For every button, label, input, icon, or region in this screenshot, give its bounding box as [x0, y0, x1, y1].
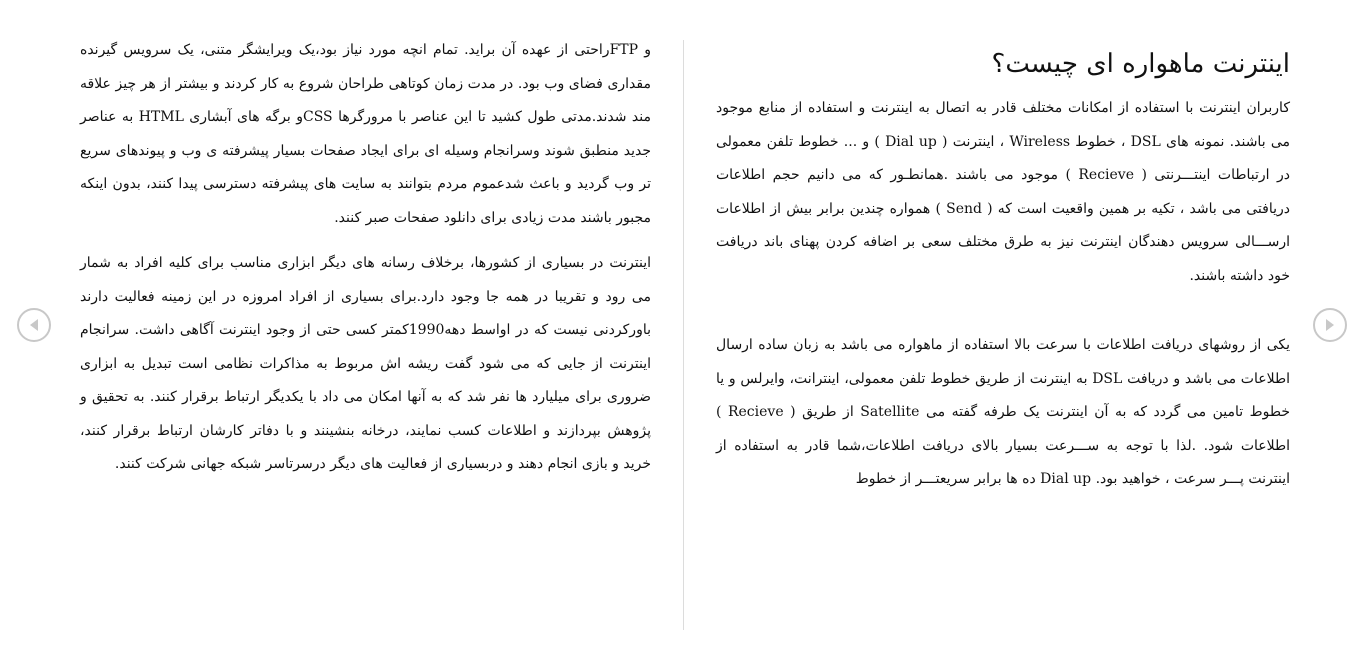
- page-title: اینترنت ماهواره ای چیست؟: [991, 49, 1290, 79]
- left-paragraph-1: و FTPراحتی از عهده آن براید. تمام انچه مورد نیاز بود،یک ویرایشگر متنی، یک سرویس گیرنده مقداری فضای وب بود. در مدت زمان کوتاهی طراحان شروع به کار کردند و بیشتر از هر چیز علاقه مند شدند.مدتی طول کشید تا این عناصر با مرورگرها CSSو برگه های آبشاری HTML به عناصر جدید منطبق شوند وسرانجام وسیله ای برای ایجاد صفحات بسیار پیشرفته ی وب و پیوندهای سریع تر وب گردید و باعث شدعموم مردم بتوانند به سایت های پیشرفته دسترسی پیدا کنند، بدون اینکه مجبور باشند مدت زیادی برای دانلود صفحات صبر کنند.: [80, 42, 651, 226]
- right-paragraph-1: کاربران اینترنت با استفاده از امکانات مختلف قادر به اتصال به اینترنت و استفاده از منابع موجود می باشند. نمونه های DSL ، خطوط Wireless ، اینترنت ( Dial up ) و ... خطوط تلفن معمولی در ارتباطات اینتـــرنتی ( Recieve ) موجود می باشند .همانطـور که می دانیم حجم اطلاعات دریافتی می باشد ، تکیه بر همین واقعیت است که ( Send ) همواره چندین برابر بیش از اطلاعات ارســـالی سرویس دهندگان اینترنت نیز به طرق مختلف سعی بر اضافه کردن پهنای باند دریافت خود داشته باشند.: [716, 100, 1291, 284]
- next-page-button[interactable]: [1313, 308, 1347, 342]
- left-page: [80, 40, 651, 482]
- right-page: [716, 40, 1290, 497]
- previous-page-button[interactable]: [17, 308, 51, 342]
- previous-arrow-icon: [28, 318, 40, 332]
- next-arrow-icon: [1324, 318, 1336, 332]
- page-divider: [683, 40, 684, 630]
- right-paragraph-2: یکی از روشهای دریافت اطلاعات با سرعت بالا استفاده از ماهواره می باشد به زبان ساده ارسال اطلاعات می باشد و دریافت DSL به اینترنت از طریق خطوط تلفن معمولی، اینترانت، وایرلس و یا خطوط تامین می گردد که به آن اینترنت یک طرفه گفته می Satellite از طریق ( Recieve ) اطلاعات شود. .لذا با توجه به ســـرعت بسیار بالای دریافت اطلاعات،شما قادر به استفاده از اینترنت پـــر سرعت ، خواهید بود. Dial up ده ها برابر سریعتـــر از خطوط: [716, 337, 1290, 487]
- left-paragraph-2: اینترنت در بسیاری از کشورها، برخلاف رسانه های دیگر ابزاری مناسب برای کلیه افراد به شمار می رود و تقریبا در همه جا وجود دارد.برای بسیاری از افراد امروزه در این زمینه فعالیت دارند باورکردنی نیست که در اواسط دهه1990کمتر کسی حتی از وجود اینترنت آگاهی داشت. سرانجام اینترنت از جایی که می شود گفت ریشه اش مربوط به مذاکرات نظامی است تبدیل به ابزاری ضروری برای میلیارد ها نفر شد که به آنها امکان می داد با یکدیگر ارتباط برقرار کنند. به تحقیق و پژوهش بپردازند و اطلاعات کسب نمایند، درخانه بنشینند و با دفاتر کارشان ارتباط برقرار کنند، خرید و بازی انجام دهند و دربسیاری از فعالیت های دیگر درسرتاسر شبکه جهانی شرکت کنند.: [80, 255, 651, 472]
